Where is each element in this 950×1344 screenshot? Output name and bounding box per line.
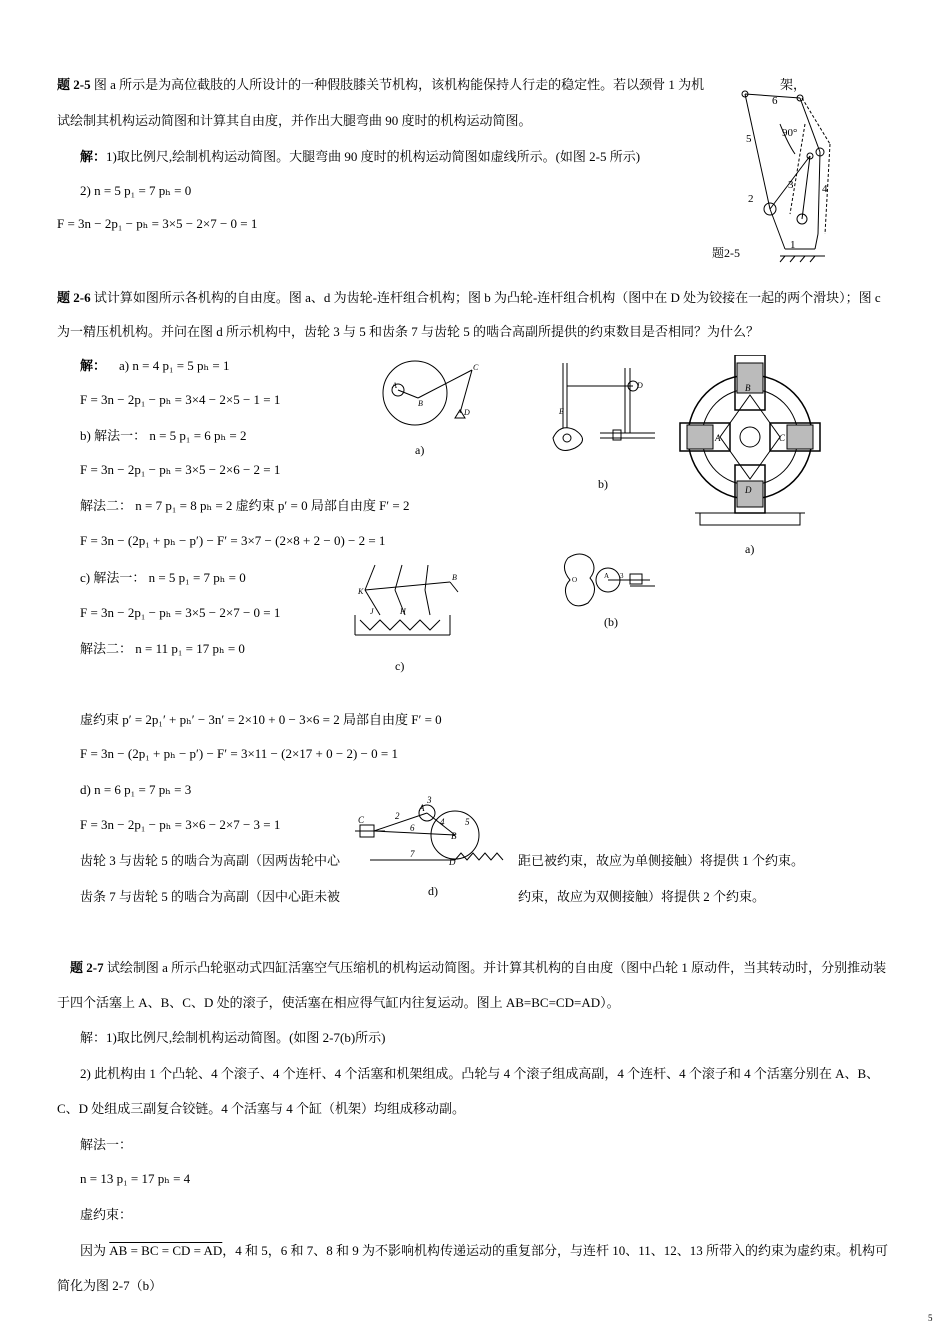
figure-2-6c xyxy=(350,560,470,640)
p27-vc: 虚约束： xyxy=(80,1207,133,1222)
p25-sol1-text: 1)取比例尺,绘制机构运动简图。大腿弯曲 90 度时的机构运动简图如虚线所示。(如图 2-5 所示) xyxy=(106,149,641,164)
svg-text:D: D xyxy=(464,408,470,417)
p26-d-q2a: 齿条 7 与齿轮 5 的啮合为高副（因中心距未被 xyxy=(80,889,341,904)
figure-2-7b xyxy=(560,548,660,613)
p26-c-f2: F = 3n − (2p₁ + pₕ − p′) − F′ = 3×11 − (2×17 + 0 − 2) − 0 = 1 xyxy=(80,746,398,761)
svg-text:A: A xyxy=(419,803,425,813)
p27-m1-vals: n = 13 p₁ = 17 pₕ = 4 xyxy=(80,1171,191,1186)
p26-d-f: F = 3n − 2p₁ − pₕ = 3×6 − 2×7 − 3 = 1 xyxy=(80,817,281,832)
p25-line1-text: 图 a 所示是为高位截肢的人所设计的一种假肢膝关节机构，该机构能保持人行走的稳定性。若以颈骨 1 为机 xyxy=(93,77,705,92)
p27-sol2: 2) 此机构由 1 个凸轮、4 个滚子、4 个连杆、4 个活塞和机架组成。凸轮与 4 个滚子组成高副，4 个连杆、4 个滚子和 4 个活塞分别在 A、B、 xyxy=(80,1066,880,1081)
p27-vc-last: 简化为图 2-7（b） xyxy=(57,1278,163,1293)
p26-b-f2: F = 3n − (2p₁ + pₕ − p′) − F′ = 3×7 − (2×8 + 2 − 0) − 2 = 1 xyxy=(80,533,386,548)
figure-2-6d xyxy=(355,795,515,875)
fig25-label-4: 4 xyxy=(822,183,828,195)
fig26a-caption: a) xyxy=(415,443,425,457)
svg-text:7: 7 xyxy=(410,849,415,859)
svg-text:B: B xyxy=(745,383,751,393)
figure-2-6a xyxy=(380,358,485,433)
p26-c-line2: 解法二： n = 11 p₁ = 17 pₕ = 0 xyxy=(80,641,245,656)
p26-a-f: F = 3n − 2p₁ − pₕ = 3×4 − 2×5 − 1 = 1 xyxy=(80,392,281,407)
svg-text:D: D xyxy=(637,381,643,390)
p27-sol1: 解：1)取比例尺,绘制机构运动简图。(如图 2-7(b)所示) xyxy=(80,1030,386,1045)
svg-text:C: C xyxy=(358,815,365,825)
svg-text:D: D xyxy=(449,857,456,867)
p26-d-q1a: 齿轮 3 与齿轮 5 的啮合为高副（因两齿轮中心 xyxy=(80,853,341,868)
svg-text:2: 2 xyxy=(395,811,400,821)
p26-b-f1: F = 3n − 2p₁ − pₕ = 3×5 − 2×6 − 2 = 1 xyxy=(80,462,281,477)
p25-sol3: F = 3n − 2p₁ − pₕ = 3×5 − 2×7 − 0 = 1 xyxy=(57,216,258,231)
svg-text:O: O xyxy=(572,576,578,584)
figure-2-7a xyxy=(675,355,825,530)
fig25-label-6: 6 xyxy=(772,95,778,107)
figure-2-6b xyxy=(545,358,660,458)
p26-b-line2: 解法二： n = 7 p₁ = 8 pₕ = 2 虚约束 p′ = 0 局部自由度 F′ = 2 xyxy=(80,498,410,513)
svg-text:H: H xyxy=(400,607,406,616)
svg-text:B: B xyxy=(418,399,423,408)
p27-sol3: C、D 处组成三副复合铰链。4 个活塞与 4 个缸（机架）均组成移动副。 xyxy=(57,1101,466,1116)
p27-vc-post: ，4 和 5，6 和 7、8 和 9 为不影响机构传递运动的重复部分，与连杆 10、11、12、13 所带入的约束为虚约束。机构可 xyxy=(222,1243,889,1258)
fig25-label-2: 2 xyxy=(748,193,754,205)
svg-text:5: 5 xyxy=(465,817,470,827)
p26-c-line1: c) 解法一： n = 5 p₁ = 7 pₕ = 0 xyxy=(80,570,246,585)
p27-label: 题 2-7 xyxy=(70,960,104,975)
svg-text:A: A xyxy=(392,381,397,390)
p27-vc-text xyxy=(80,1243,888,1259)
svg-text:A: A xyxy=(604,572,610,580)
fig25-label-1: 1 xyxy=(790,239,796,251)
svg-text:C: C xyxy=(473,363,479,372)
fig25-caption: 题2-5 xyxy=(712,246,740,260)
svg-text:D: D xyxy=(745,485,752,495)
svg-text:C: C xyxy=(779,433,786,443)
p27-vc-eq: AB = BC = CD = AD xyxy=(109,1243,223,1258)
p25-sol1 xyxy=(80,149,640,165)
svg-text:3: 3 xyxy=(620,572,624,580)
p26-line2: 为一精压机机构。并问在图 d 所示机构中，齿轮 3 与 5 和齿条 7 与齿轮 5 的啮合高副所提供的约束数目是否相同？为什么？ xyxy=(57,324,760,339)
fig26b-caption: b) xyxy=(598,477,608,491)
svg-text:E: E xyxy=(559,407,564,416)
page-number: 5 xyxy=(928,1313,933,1323)
fig25-label-5: 5 xyxy=(746,133,752,145)
p26-line1-text: 试计算如图所示各机构的自由度。图 a、d 为齿轮-连杆组合机构；图 b 为凸轮-连杆组合机构（图中在 D 处为铰接在一起的两个滑块）；图 c xyxy=(93,290,881,305)
fig26d-caption: d) xyxy=(428,884,438,898)
p25-sol2: 2) n = 5 p₁ = 7 pₕ = 0 xyxy=(80,183,192,198)
p27-line1-text: 试绘制图 a 所示凸轮驱动式四缸活塞空气压缩机的机构运动简图。并计算其机构的自由度（图中凸轮 1 原动件，当其转动时，分别推动装 xyxy=(106,960,887,975)
p26-a-line-text: a) n = 4 p₁ = 5 pₕ = 1 xyxy=(119,358,230,373)
fig27a-caption: a) xyxy=(745,542,755,556)
p26-d-q2b: 约束，故应为双侧接触）将提供 2 个约束。 xyxy=(518,889,766,904)
p27-line1 xyxy=(70,960,886,976)
svg-text:K: K xyxy=(358,587,364,596)
p26-c-line3: 虚约束 p′ = 2p₁′ + pₕ′ − 3n′ = 2×10 + 0 − 3×6 = 2 局部自由度 F′ = 0 xyxy=(80,712,442,727)
p25-line2: 试绘制其机构运动简图和计算其自由度，并作出大腿弯曲 90 度时的机构运动简图。 xyxy=(57,113,532,128)
fig27b-caption: (b) xyxy=(604,615,618,629)
fig25-label-90: 90° xyxy=(782,127,798,139)
p26-a-line xyxy=(80,358,230,374)
svg-text:J: J xyxy=(370,607,374,616)
p25-line1-tail: 架， xyxy=(780,77,807,92)
fig26c-caption: c) xyxy=(395,659,405,673)
p26-line1 xyxy=(57,290,881,306)
fig25-label-3: 3 xyxy=(788,179,794,191)
p26-c-f1: F = 3n − 2p₁ − pₕ = 3×5 − 2×7 − 0 = 1 xyxy=(80,605,281,620)
p25-sol-label: 解： xyxy=(80,149,107,164)
figure-2-5 xyxy=(730,84,840,264)
svg-text:4: 4 xyxy=(440,817,445,827)
svg-text:B: B xyxy=(451,831,457,841)
p26-b-line1: b) 解法一： n = 5 p₁ = 6 pₕ = 2 xyxy=(80,428,247,443)
p26-label: 题 2-6 xyxy=(57,290,91,305)
p25-label: 题 2-5 xyxy=(57,77,91,92)
p27-m1: 解法一： xyxy=(80,1137,133,1152)
svg-text:3: 3 xyxy=(427,795,432,805)
p26-sol-label: 解： xyxy=(80,358,107,373)
p27-vc-pre: 因为 xyxy=(80,1243,110,1258)
svg-text:A: A xyxy=(715,433,721,443)
p26-d-q1b: 距已被约束，故应为单侧接触）将提供 1 个约束。 xyxy=(518,853,805,868)
p27-line2: 于四个活塞上 A、B、C、D 处的滚子，使活塞在相应得气缸内往复运动。图上 AB=BC=CD=AD）。 xyxy=(57,995,620,1010)
svg-text:6: 6 xyxy=(410,823,415,833)
p26-d-line: d) n = 6 p₁ = 7 pₕ = 3 xyxy=(80,782,192,797)
p25-line1 xyxy=(57,77,704,93)
svg-text:B: B xyxy=(452,573,457,582)
